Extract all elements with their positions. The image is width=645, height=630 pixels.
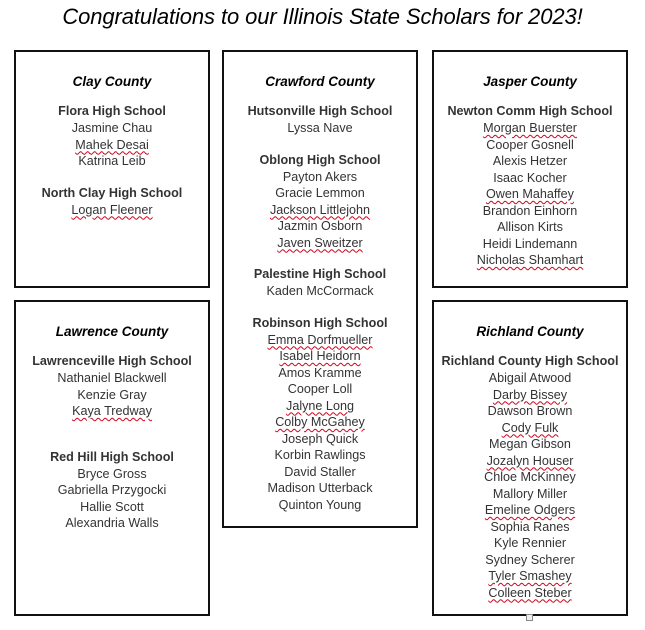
school-name: Richland County High School bbox=[441, 354, 619, 368]
student-name: Emeline Odgers bbox=[484, 503, 576, 517]
student-name: Madison Utterback bbox=[267, 481, 373, 495]
student-name: Mahek Desai bbox=[75, 137, 149, 152]
student-name: Cody Fulk bbox=[501, 420, 559, 435]
student-name: Korbin Rawlings bbox=[274, 448, 366, 462]
student-name: Payton Akers bbox=[282, 169, 358, 184]
student-name: Megan Gibson bbox=[489, 437, 571, 451]
student-name: Heidi Lindemann bbox=[482, 236, 578, 251]
student-name: Allison Kirts bbox=[497, 220, 563, 234]
county-title: Crawford County bbox=[265, 74, 375, 89]
student-name: Cooper Gosnell bbox=[486, 137, 574, 152]
student-name: Kyle Rennier bbox=[493, 536, 567, 550]
student-name: Sydney Scherer bbox=[485, 552, 575, 567]
student-name: Gabriella Przygocki bbox=[57, 483, 167, 497]
county-card-crawford bbox=[222, 50, 418, 528]
student-name: Nathaniel Blackwell bbox=[57, 371, 167, 385]
student-name: Quinton Young bbox=[278, 497, 362, 512]
student-name: Colleen Steber bbox=[488, 585, 572, 600]
student-name: Kaden McCormack bbox=[266, 284, 374, 298]
page-title: Congratulations to our Illinois State Scholars for 2023! bbox=[62, 4, 583, 29]
student-name: Emma Dorfmueller bbox=[267, 332, 373, 347]
student-name: Gracie Lemmon bbox=[275, 186, 365, 200]
student-name: Kenzie Gray bbox=[77, 387, 147, 402]
student-name: Katrina Leib bbox=[78, 154, 146, 168]
student-name: Hallie Scott bbox=[80, 499, 144, 514]
school-name: North Clay High School bbox=[41, 185, 183, 200]
student-name: Chloe McKinney bbox=[484, 470, 576, 484]
county-card-lawrence bbox=[14, 300, 210, 616]
student-name: Nicholas Shamhart bbox=[476, 253, 584, 267]
student-name: Colby McGahey bbox=[275, 415, 365, 429]
student-name: Alexis Hetzer bbox=[492, 154, 568, 168]
student-name: Kaya Tredway bbox=[72, 404, 152, 418]
student-name: Jozalyn Houser bbox=[486, 453, 574, 468]
school-name: Flora High School bbox=[58, 104, 166, 118]
resize-handle[interactable] bbox=[526, 614, 533, 621]
student-name: Tyler Smashey bbox=[488, 569, 572, 583]
student-name: Lyssa Nave bbox=[287, 121, 353, 135]
school-name: Newton Comm High School bbox=[447, 104, 613, 118]
student-name: Jasmine Chau bbox=[71, 121, 153, 135]
student-name: Jalyne Long bbox=[286, 398, 354, 413]
student-name: Isabel Heidorn bbox=[279, 349, 361, 363]
student-name: Alexandria Walls bbox=[65, 516, 159, 530]
student-name: Darby Bissey bbox=[492, 387, 568, 402]
student-name: Isaac Kocher bbox=[493, 170, 567, 185]
county-card-clay bbox=[14, 50, 210, 288]
school-name: Robinson High School bbox=[252, 315, 388, 330]
county-card-jasper bbox=[432, 50, 628, 288]
student-name: Owen Mahaffey bbox=[486, 187, 574, 201]
student-name: Cooper Loll bbox=[287, 382, 353, 396]
county-title: Richland County bbox=[476, 324, 584, 339]
school-name: Lawrenceville High School bbox=[32, 354, 192, 368]
student-name: Brandon Einhorn bbox=[482, 203, 578, 218]
school-name: Red Hill High School bbox=[50, 449, 174, 464]
student-name: Joseph Quick bbox=[281, 431, 359, 446]
school-name: Oblong High School bbox=[259, 152, 381, 167]
school-name: Palestine High School bbox=[253, 267, 387, 281]
county-title: Clay County bbox=[72, 74, 152, 89]
student-name: Jazmin Osborn bbox=[277, 219, 363, 233]
student-name: Amos Kramme bbox=[278, 365, 362, 380]
student-name: Mallory Miller bbox=[492, 486, 568, 501]
student-name: Logan Fleener bbox=[71, 202, 153, 217]
student-name: Abigail Atwood bbox=[488, 371, 572, 385]
county-card-richland bbox=[432, 300, 628, 616]
student-name: David Staller bbox=[284, 464, 356, 479]
student-name: Dawson Brown bbox=[487, 404, 573, 418]
student-name: Morgan Buerster bbox=[483, 121, 577, 135]
county-title: Lawrence County bbox=[55, 324, 169, 339]
school-name: Hutsonville High School bbox=[247, 104, 393, 118]
student-name: Jackson Littlejohn bbox=[269, 202, 371, 217]
student-name: Bryce Gross bbox=[77, 466, 147, 481]
student-name: Sophia Ranes bbox=[490, 519, 570, 534]
county-title: Jasper County bbox=[483, 74, 577, 89]
student-name: Javen Sweitzer bbox=[277, 235, 363, 250]
